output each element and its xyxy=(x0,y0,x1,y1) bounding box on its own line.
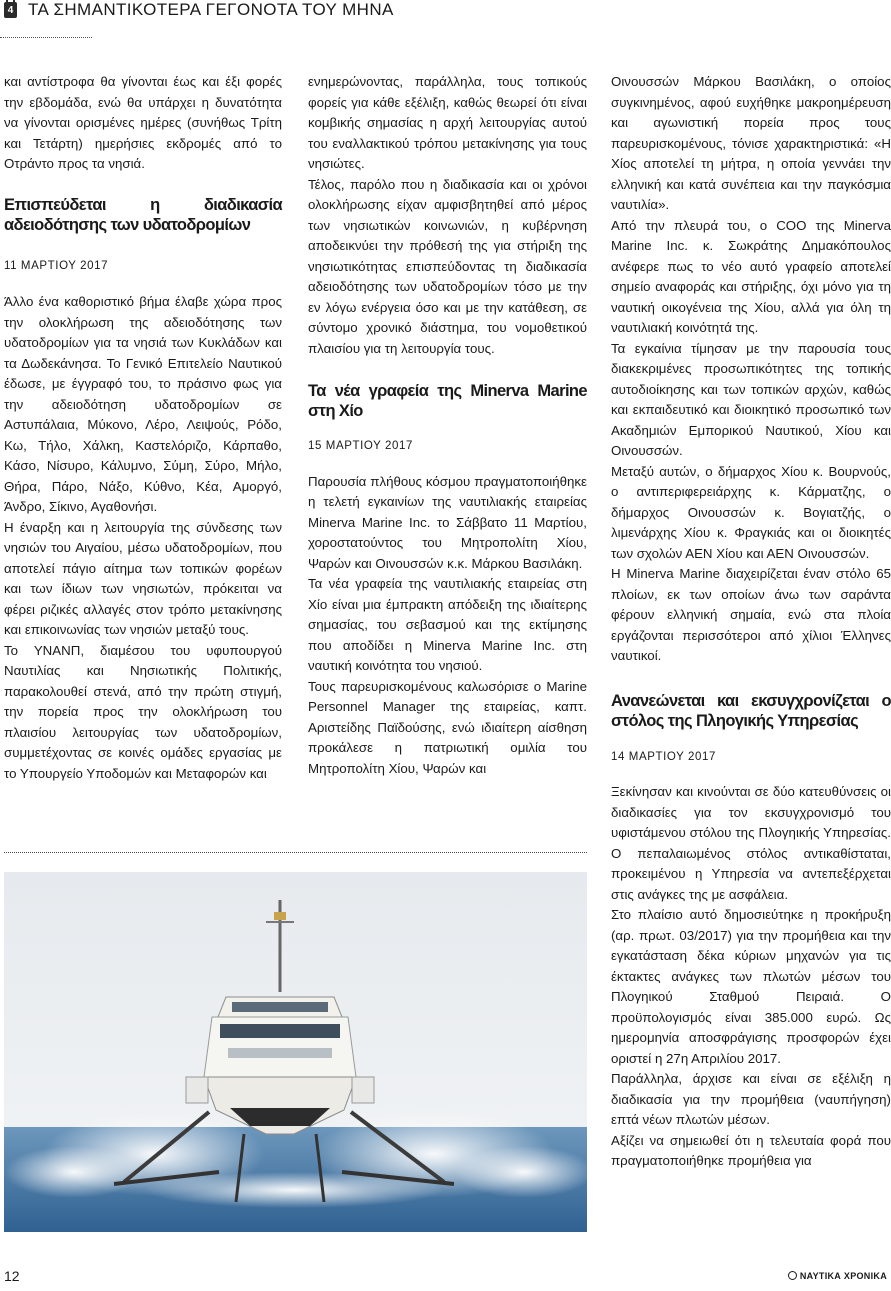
paragraph: Τα νέα γραφεία της ναυτιλιακής εταιρείας στη Χίο είναι μια έμπρακτη απόδειξη της ιδιαίτερης σημασίας, του σεβασμού και της εκτίμησης που αποδίδει η Minerva Marine Inc. στη ναυτική κοινότητα του νησιού. xyxy=(308,576,587,673)
paragraph: Το ΥΝΑΝΠ, διαμέσου του υφυπουργού Ναυτιλίας και Νησιωτικής Πολιτικής, παρακολουθεί στενά, από την πρώτη στιγμή, την πορεία προς την ολοκλήρωση του πλαισίου λειτουργίας των υδατοδρομίων, συμμετέχοντας σε κοινές ομάδες εργασίας με το Υπουργείο Υποδομών και Μεταφορών και xyxy=(4,642,282,781)
calendar-icon: 4 xyxy=(4,2,17,18)
column-2 xyxy=(308,72,587,779)
page-header xyxy=(0,0,891,40)
article-title-seaplanes: Επισπεύδεται η διαδικασία αδειοδότησης των υδατοδρομίων xyxy=(4,195,282,234)
paragraph: Τα εγκαίνια τίμησαν με την παρουσία τους διακεκριμένες προσωπικότητες της τοπικής αυτοδιοίκησης και των τοπικών αρχών, καθώς και εκπαιδευτικό και διοικητικό προσωπικό των Ακαδημιών Εμπορικού Ναυτικού, Χίου και Οινουσσών. xyxy=(611,340,891,458)
article-title-pilot-fleet: Ανανεώνεται και εκσυγχρονίζεται ο στόλος της Πληογικής Υπηρεσίας xyxy=(611,691,891,730)
paragraph: Οινουσσών Μάρκου Βασιλάκη, ο οποίος συγκινημένος, αφού ευχήθηκε μακροημέρευση και αγωνιστική πορεία προς τους παρευρισκομένους, τόνισε χαρακτηριστικά: «Η Χίος αποτελεί τη μήτρα, η οποία γεννάει την ελληνική και κατά συνέπεια και την παγκόσμια ναυτιλία». xyxy=(611,74,891,212)
paragraph: Άλλο ένα καθοριστικό βήμα έλαβε χώρα προς την ολοκλήρωση της αδειοδότησης των υδατοδρομίων για τα νησιά των Κυκλάδων και τα Δωδεκάνησα. Το Γενικό Επιτελείο Ναυτικού έδωσε, με έγγραφό του, το πράσινο φως για την αδειοδότηση υδατοδρομίων σε Αστυπάλαια, Μύκονο, Λέρο, Λειψούς, Ρόδο, Κω, Τήλο, Χάλκη, Καστελόριζο, Κάρπαθο, Κάσο, Νίσυρο, Κάλυμνο, Σύμη, Σύρο, Μήλο, Θήρα, Πάρο, Νάξο, Κύθνο, Κέα, Αμοργό, Άνδρο, Σίκινο, Αγαθονήσι. xyxy=(4,294,282,514)
article-date: 11 ΜΑΡΤΙΟΥ 2017 xyxy=(4,259,109,272)
continued-paragraph: και αντίστροφα θα γίνονται έως και έξι φορές την εβδομάδα, ενώ θα υπάρχει η δυνατότητα να γίνονται ορισμένες ημέρες (συνήθως Τρίτη και Τετάρτη) ημερήσιες εκδρομές από το Οτράντο προς τα νησιά. xyxy=(4,74,282,171)
header-divider xyxy=(0,37,92,38)
article-title-minerva: Τα νέα γραφεία της Minerva Marine στη Χίο xyxy=(308,382,587,420)
section-title: ΤΑ ΣΗΜΑΝΤΙΚΟΤΕΡΑ ΓΕΓΟΝΟΤΑ ΤΟΥ ΜΗΝΑ xyxy=(28,0,394,19)
paragraph: Παράλληλα, άρχισε και είναι σε εξέλιξη η διαδικασία για την προμήθεια (ναυπήγηση) επτά νέων πλωτών μέσων. xyxy=(611,1071,891,1127)
paragraph: Η Minerva Marine διαχειρίζεται έναν στόλο 65 πλοίων, εκ των οποίων άνω των σαράντα φέρουν ελληνική σημαία, ενώ στα πλοία εργάζονται περισσότεροι από χίλιοι Έλληνες ναυτικοί. xyxy=(611,566,891,663)
paragraph: Παρουσία πλήθους κόσμου πραγματοποιήθηκε η τελετή εγκαινίων της ναυτιλιακής εταιρείας Minerva Marine Inc. το Σάββατο 11 Μαρτίου, χοροστατούντος του Μητροπολίτη Χίου, Ψαρών και Οινουσσών κ.κ. Μάρκου Βασιλάκη. xyxy=(308,473,587,571)
page-number: 12 xyxy=(4,1268,20,1284)
paragraph: Στο πλαίσιο αυτό δημοσιεύτηκε η προκήρυξη (αρ. πρωτ. 03/2017) για την προμήθεια και την εγκατάσταση δέκα κύριων μηχανών για τις έκτακτες ανάγκες των πλωτών μέσων του Πλογηικού Σταθμού Πειραιά. Ο προϋπολογισμός είναι 385.000 ευρώ. Ως ημερομηνία αποσφράγισης προσφορών έχει οριστεί η 27η Απριλίου 2017. xyxy=(611,907,891,1066)
hydrofoil-photo xyxy=(4,872,587,1232)
paragraph: Αξίζει να σημειωθεί ότι η τελευταία φορά που πραγματοποιήθηκε προμήθεια για xyxy=(611,1132,891,1168)
article-date: 15 ΜΑΡΤΙΟΥ 2017 xyxy=(308,440,413,452)
paragraph: Η έναρξη και η λειτουργία της σύνδεσης των νησιών του Αιγαίου, μέσω υδατοδρομίων, που αποτελεί πάγιο αίτημα των τοπικών φορέων και των ίδιων των νησιωτών, πρόκειται να φέρει ριζικές αλλαγές στον τρόπο μετακίνησης και επικοινωνίας των νησιών μεταξύ τους. xyxy=(4,519,282,637)
paragraph: ενημερώνοντας, παράλληλα, τους τοπικούς φορείς για κάθε εξέλιξη, καθώς θεωρεί ότι είναι κομβικής σημασίας η αρχή λειτουργίας αυτού του εναλλακτικού τρόπου μετακίνησης για τους νησιώτες. xyxy=(308,74,587,171)
magazine-brand xyxy=(788,1271,887,1281)
brand-logo-icon xyxy=(788,1271,797,1280)
hydrofoil-illustration xyxy=(4,872,587,1232)
column-1 xyxy=(4,72,282,784)
article-date: 14 ΜΑΡΤΙΟΥ 2017 xyxy=(611,750,716,763)
paragraph: Τους παρευρισκομένους καλωσόρισε ο Marine Personnel Manager της εταιρείας, καπτ. Αριστείδης Παϊδούσης, ενώ ιδιαίτερη αίσθηση προκάλεσε η πατριωτική ομιλία του Μητροπολίτη Χίου, Ψαρών και xyxy=(308,678,587,776)
paragraph: Από την πλευρά του, ο COO της Minerva Marine Inc. κ. Σωκράτης Δημακόπουλος ανέφερε πως το νέο αυτό γραφείο αποτελεί σημείο αναφοράς και στήριξης, όχι μόνο για τη ναυτική οικογένεια της Χίου, αλλά για όλη τη ναυτιλιακή κοινότητά της. xyxy=(611,217,891,335)
brand-name: ΝΑΥΤΙΚΑ ΧΡΟΝΙΚΑ xyxy=(799,1271,887,1281)
paragraph: Μεταξύ αυτών, ο δήμαρχος Χίου κ. Βουρνούς, ο αντιπεριφερειάρχης κ. Κάρματζης, ο δήμαρχος Οινουσσών κ. Βογιατζής, ο λιμενάρχης Χίου κ. Φραγκιάς και οι διοικητές των σχολών ΑΕΝ Χίου και ΑΕΝ Οινουσσών. xyxy=(611,463,891,561)
section-divider xyxy=(4,852,587,853)
paragraph: Τέλος, παρόλο που η διαδικασία και οι χρόνοι ολοκλήρωσης είχαν αμφισβητηθεί από μέρος των νησιωτικών κοινωνιών, η κυβέρνηση αποδεικνύει την πρόθεσή της για στήριξη της νησιωτικότητας επισπεύδοντας τη διαδικασία αδειοδότησης των υδατοδρομίων τόσο με την εν λόγω ενέργεια όσο και με την κατάθεση, σε σύντομο χρονικό διάστημα, του νομοθετικού πλαισίου για τη λειτουργία τους. xyxy=(308,176,587,356)
column-3 xyxy=(611,72,891,1172)
paragraph: Ξεκίνησαν και κινούνται σε δύο κατευθύνσεις οι διαδικασίες για τον εκσυγχρονισμό του υφιστάμενου στόλου της Πλογηικής Υπηρεσίας. Ο πεπαλαιωμένος στόλος αντικαθίσταται, προκειμένου η Υπηρεσία να αντεπεξέρχεται στις ανάγκες της με ασφάλεια. xyxy=(611,784,891,902)
